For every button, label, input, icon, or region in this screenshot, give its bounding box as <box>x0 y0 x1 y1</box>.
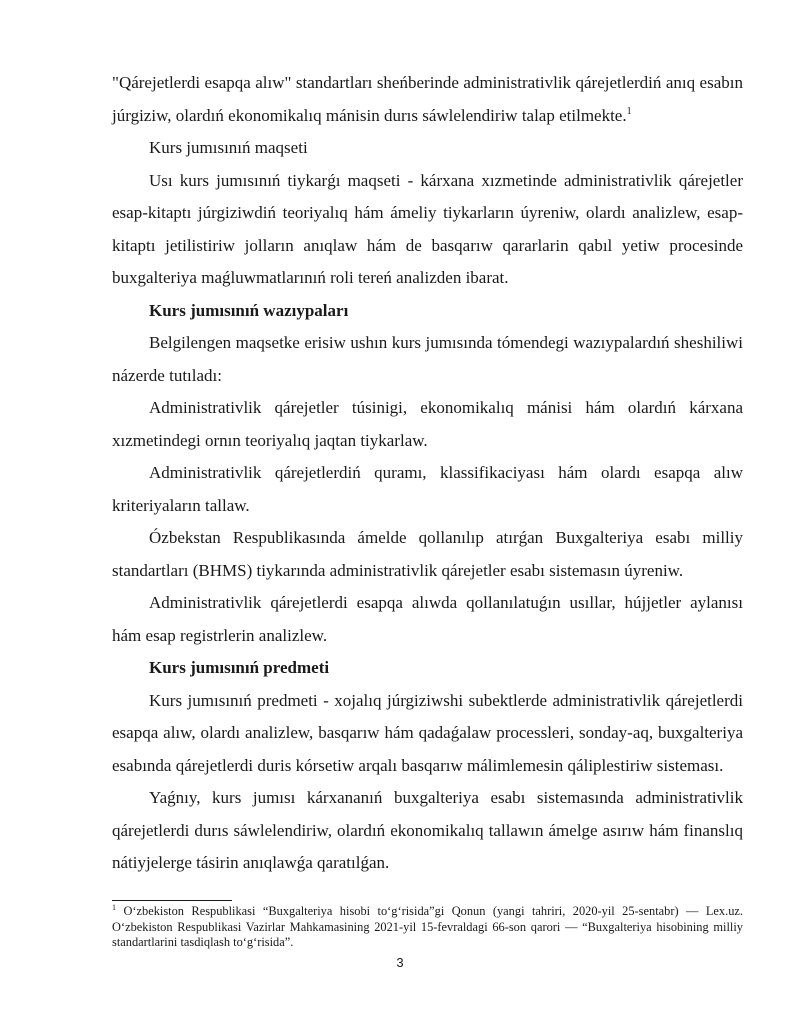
footnote-marker: 1 <box>112 903 116 912</box>
subject-paragraph: Kurs jumısınıń predmeti - xojalıq júrgiziwshi subektlerde administrativlik qárejetlerdi esapqa alıw, olardı analizlew, basqarıw hám qadaǵalaw processleri, sonday-aq, buxgalteriya esabında qárejetlerdi duris kórsetiw arqalı basqarıw málimlemesin qáliplestiriw sisteması. <box>112 690 743 775</box>
goal-heading: Kurs jumısınıń maqseti <box>149 138 308 157</box>
page-number: 3 <box>396 955 404 970</box>
footnote <box>112 904 743 951</box>
footnote-divider <box>112 900 232 901</box>
body-text <box>112 67 743 880</box>
summary-paragraph: Yaǵnıy, kurs jumısı kárxananıń buxgalteriya esabı sistemasında administrativlik qárejetlerdi durıs sáwlelendiriw, olardıń ekonomikalıq tallawın ámelge asırıw hám finanslıq nátiyjelerge tásirin anıqlawǵa qaratılǵan. <box>112 788 743 872</box>
goal-paragraph: Usı kurs jumısınıń tiykarǵı maqseti - kárxana xızmetinde administrativlik qárejetler esap-kitaptı júrgiziwdiń teoriyalıq hám ámeliy tiykarların úyreniw, olardı analizlew, esap-kitaptı jetilistiriw jolların anıqlaw hám de basqarıw qararlarin qabıl yetiw procesinde buxgalteriya maǵluwmatlarınıń roli tereń analizden ibarat. <box>112 170 743 287</box>
task-item: Administrativlik qárejetlerdi esapqa alıwda qollanılatuǵın usıllar, hújjetler aylanısı hám esap registrlerin analizlew. <box>112 593 743 645</box>
subject-heading: Kurs jumısınıń predmeti <box>149 658 330 677</box>
task-item: Ózbekstan Respublikasında ámelde qollanılıp atırǵan Buxgalteriya esabı milliy standartları (BHMS) tiykarında administrativlik qárejetler esabı sistemasın úyreniw. <box>112 528 743 580</box>
tasks-heading: Kurs jumısınıń wazıypaları <box>149 300 349 320</box>
footnote-text: Oʻzbekiston Respublikasi “Buxgalteriya hisobi toʻgʻrisida”gi Qonun (yangi tahriri, 2020-yil 25-sentabr) — Lex.uz. Oʻzbekiston Respublikasi Vazirlar Mahkamasining 2021-yil 15-fevraldagi 66-son qarori — “Buxgalteriya hisobining milliy standartlarini tasdiqlash toʻgʻrisida”. <box>112 904 743 950</box>
task-item: Administrativlik qárejetler túsinigi, ekonomikalıq mánisi hám olardıń kárxana xızmetindegi ornın teoriyalıq jaqtan tiykarlaw. <box>112 398 743 450</box>
footnote-reference[interactable]: 1 <box>626 105 632 117</box>
tasks-intro: Belgilengen maqsetke erisiw ushın kurs jumısında tómendegi wazıypalardıń sheshiliwi názerde tutıladı: <box>112 333 743 385</box>
intro-paragraph: "Qárejetlerdi esapqa alıw" standartları sheńberinde administrativlik qárejetlerdiń anıq esabın júrgiziw, olardıń ekonomikalıq mánisin durıs sáwlelendiriw talap etilmekte.$^1$ <box>112 73 743 125</box>
task-item: Administrativlik qárejetlerdiń quramı, klassifikaciyası hám olardı esapqa alıw kriteriyaların tallaw. <box>112 463 743 515</box>
